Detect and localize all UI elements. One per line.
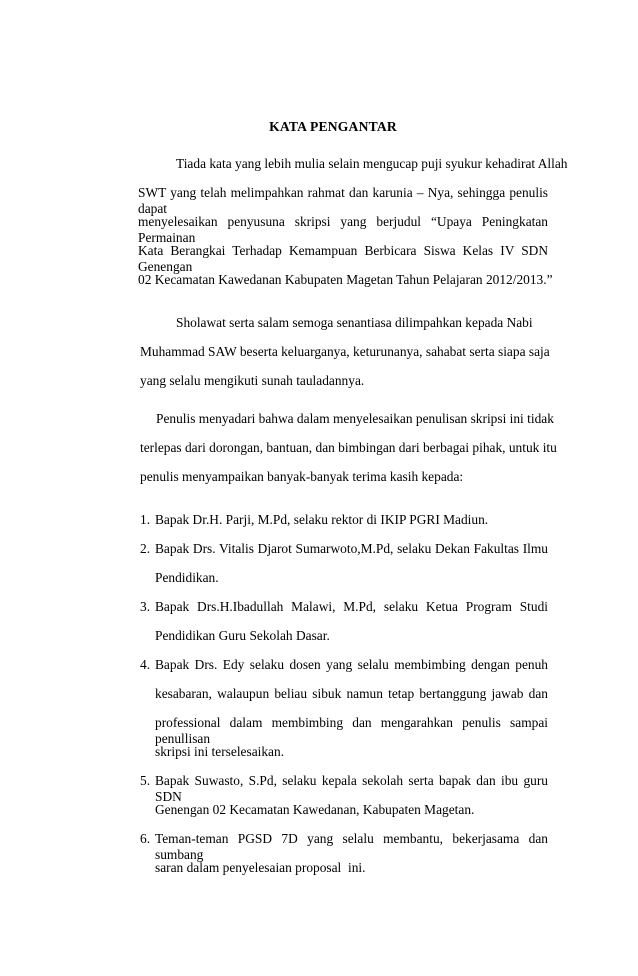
list-item-2-line-1: Bapak Drs. Vitalis Djarot Sumarwoto,M.Pd, selaku Dekan Fakultas Ilmu	[155, 541, 548, 556]
list-item-4-line-4: skripsi ini terselesaikan.	[155, 744, 285, 759]
list-item-5-line-2: Genengan 02 Kecamatan Kawedanan, Kabupaten Magetan.	[155, 802, 475, 817]
paragraph-1-line-2: SWT yang telah melimpahkan rahmat dan karunia – Nya, sehingga penulis dapat	[138, 185, 548, 216]
list-item-3-line-1: Bapak Drs.H.Ibadullah Malawi, M.Pd, selaku Ketua Program Studi	[155, 599, 548, 614]
list-item-3-line-2: Pendidikan Guru Sekolah Dasar.	[155, 628, 330, 643]
list-number-5: 5.	[140, 773, 151, 788]
paragraph-3-line-2: terlepas dari dorongan, bantuan, dan bimbingan dari berbagai pihak, untuk itu	[140, 440, 557, 455]
list-item-1-line-1: Bapak Dr.H. Parji, M.Pd, selaku rektor di IKIP PGRI Madiun.	[155, 512, 489, 527]
paragraph-3-line-1: Penulis menyadari bahwa dalam menyelesaikan penulisan skripsi ini tidak	[156, 411, 554, 426]
list-item-2-line-2: Pendidikan.	[155, 570, 219, 585]
list-number-1: 1.	[140, 512, 151, 527]
page-title: KATA PENGANTAR	[269, 119, 397, 134]
paragraph-1-line-4: Kata Berangkai Terhadap Kemampuan Berbicara Siswa Kelas IV SDN Genengan	[138, 243, 548, 274]
paragraph-2-line-3: yang selalu mengikuti sunah tauladannya.	[140, 373, 365, 388]
list-number-2: 2.	[140, 541, 151, 556]
list-item-6-line-2: saran dalam penyelesaian proposal ini.	[155, 860, 366, 875]
list-item-6-line-1: Teman-teman PGSD 7D yang selalu membantu, bekerjasama dan sumbang	[155, 831, 548, 862]
paragraph-2-line-1: Sholawat serta salam semoga senantiasa dilimpahkan kepada Nabi	[176, 315, 533, 330]
list-number-6: 6.	[140, 831, 151, 846]
list-item-4-line-1: Bapak Drs. Edy selaku dosen yang selalu membimbing dengan penuh	[155, 657, 548, 672]
paragraph-3-line-3: penulis menyampaikan banyak-banyak terima kasih kepada:	[140, 469, 464, 484]
paragraph-1-line-1: Tiada kata yang lebih mulia selain mengucap puji syukur kehadirat Allah	[176, 156, 568, 171]
list-item-5-line-1: Bapak Suwasto, S.Pd, selaku kepala sekolah serta bapak dan ibu guru SDN	[155, 773, 548, 804]
paragraph-1-line-5: 02 Kecamatan Kawedanan Kabupaten Magetan Tahun Pelajaran 2012/2013.”	[138, 272, 553, 287]
paragraph-1-line-3: menyelesaikan penyusuna skripsi yang berjudul “Upaya Peningkatan Permainan	[138, 214, 548, 245]
list-number-3: 3.	[140, 599, 151, 614]
paragraph-2-line-2: Muhammad SAW beserta keluarganya, keturunanya, sahabat serta siapa saja	[140, 344, 550, 359]
list-item-4-line-3: professional dalam membimbing dan mengarahkan penulis sampai penullisan	[155, 715, 548, 746]
list-number-4: 4.	[140, 657, 151, 672]
list-item-4-line-2: kesabaran, walaupun beliau sibuk namun tetap bertanggung jawab dan	[155, 686, 548, 701]
